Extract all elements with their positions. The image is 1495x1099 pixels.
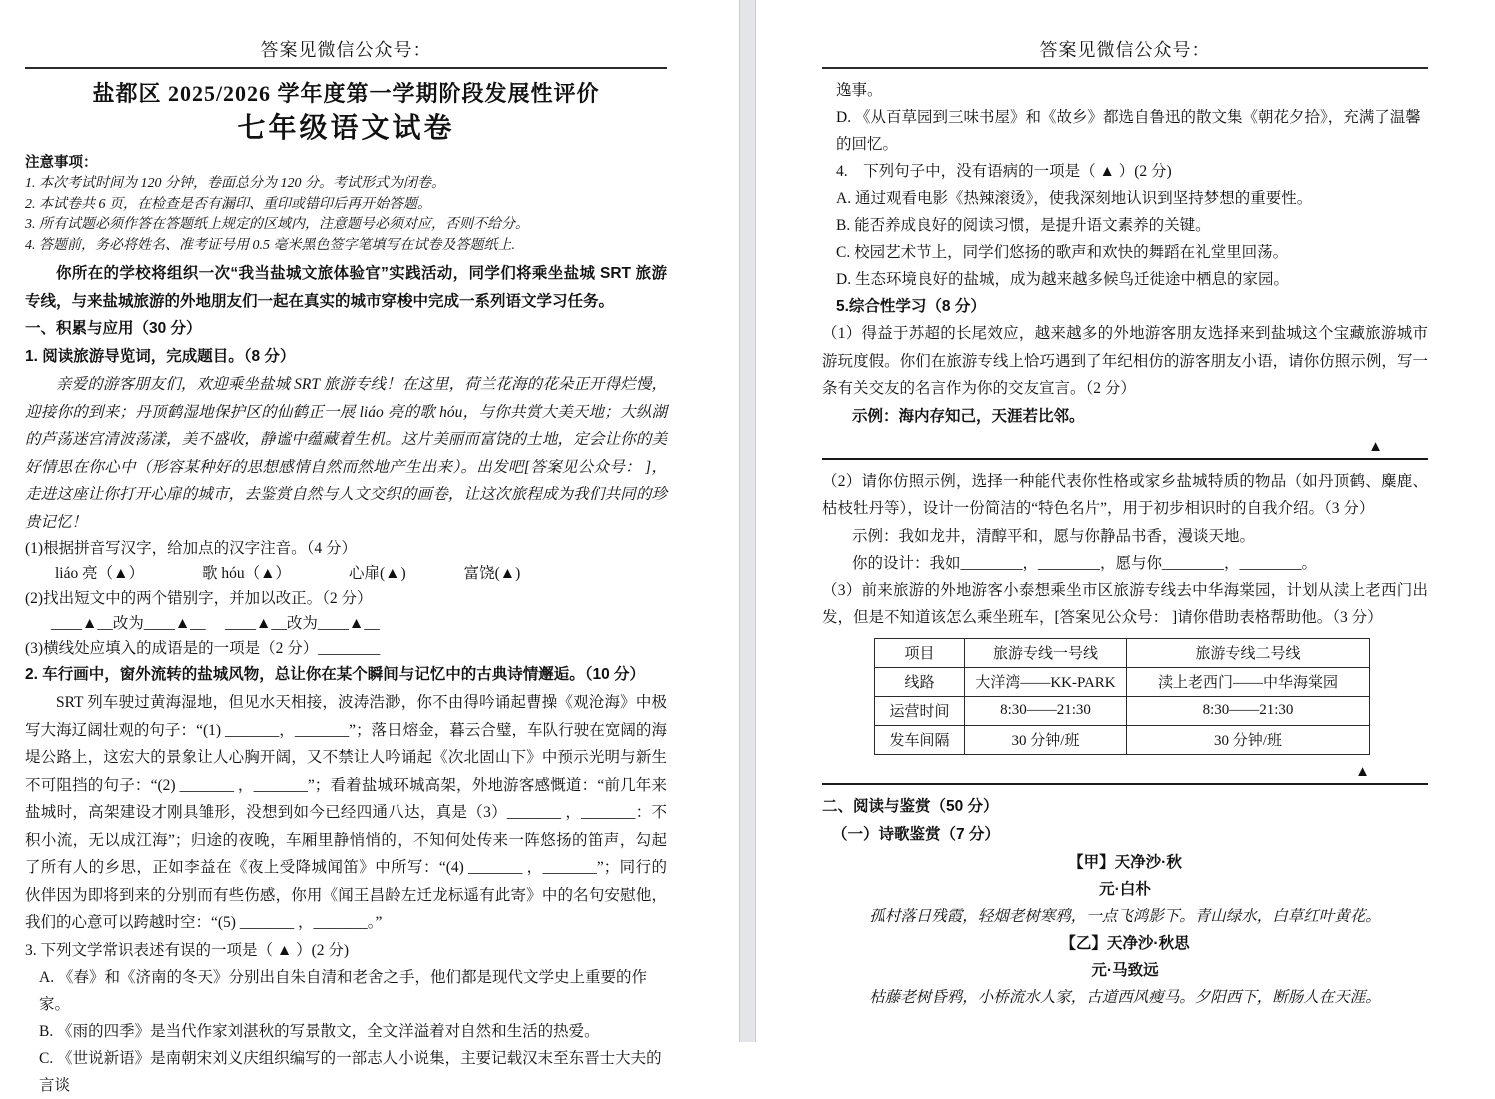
question-5-part2-design: 你的设计：我如________，________，愿与你________，________。 <box>852 554 1318 572</box>
question-5-part3: （3）前来旅游的外地游客小泰想乘坐市区旅游专线去中华海棠园，计划从渎上老西门出发，但是不知道该怎么乘坐班车，[答案见公众号： ]请你借助表格帮助他。（3 分） <box>822 581 1428 626</box>
table-row <box>875 667 1370 696</box>
question-1-sub3: (3)横线处应填入的成语是的一项是（2 分）________ <box>25 640 381 657</box>
intro-paragraph: 你所在的学校将组织一次“我当盐城文旅体验官”实践活动，同学们将乘坐盐城 SRT 旅游专线，与来盐城旅游的外地朋友们一起在真实的城市穿梭中完成一系列语文学习任务。 <box>25 265 667 310</box>
table-row <box>875 696 1370 725</box>
notice-item: 4. 答题前，务必将姓名、准考证号用 0.5 毫米黑色签字笔填写在试卷及答题纸上. <box>25 237 515 253</box>
pinyin-item: liáo 亮（▲） <box>55 565 144 582</box>
page-left <box>0 0 739 1094</box>
poem-jia-title: 【甲】天净沙·秋 <box>1068 853 1182 871</box>
table-cell: 渎上老西门——中华海棠园 <box>1127 667 1370 696</box>
paper-title: 七年级语文试卷 <box>237 112 455 143</box>
question-4-option-b: B. 能否养成良好的阅读习惯，是提升语文素养的关键。 <box>836 217 1211 234</box>
question-4-heading: 4. 下列句子中，没有语病的一项是（ ▲ ）(2 分) <box>836 163 1172 180</box>
question-3-option-c: C. 《世说新语》是南朝宋刘义庆组织编写的一部志人小说集，主要记载汉末至东晋士大夫的言谈 <box>39 1049 662 1094</box>
notice-item: 2. 本试卷共 6 页，在检查是否有漏印、重印或错印后再开始答题。 <box>25 196 431 212</box>
answer-blank-line <box>822 436 1428 460</box>
table-cell: 8:30——21:30 <box>965 696 1127 725</box>
table-cell: 旅游专线一号线 <box>965 638 1127 667</box>
table-cell: 8:30——21:30 <box>1127 696 1370 725</box>
notice-item: 3. 所有试题必须作答在答题纸上规定的区域内，注意题号必须对应，否则不给分。 <box>25 217 529 232</box>
notice-item: 1. 本次考试时间为 120 分钟，卷面总分为 120 分。考试形式为闭卷。 <box>25 176 445 191</box>
poem-jia-author: 元·白朴 <box>1099 880 1151 898</box>
notice-heading: 注意事项： <box>25 155 98 171</box>
table-cell: 30 分钟/班 <box>1127 725 1370 754</box>
question-5-part1-example: 示例：海内存知己，天涯若比邻。 <box>852 407 1085 425</box>
poem-yi-text: 枯藤老树昏鸦，小桥流水人家，古道西风瘦马。夕阳西下，断肠人在天涯。 <box>869 988 1381 1006</box>
question-2-passage: SRT 列车驶过黄海湿地，但见水天相接，波涛浩渺，你不由得吟诵起曹操《观沧海》中极写大海辽阔壮观的句子：“(1) _______，_______”；落日熔金，暮云合璧，车队行驶在宽阔的海堤公路上，这宏大的景象让人心胸开阔，又不禁让人吟诵起《次北固山下》中预示光明与新生不可阻挡的句子：“(2) _______ ，_______”；看着盐城环城高架，外地游客感慨道：“前几年来盐城时，高架建设才刚具雏形，没想到如今已经四通八达，真是（3）_______ ，_______：不积小流，无以成江海”；归途的夜晚，车厢里静悄悄的，不知何处传来一阵悠扬的笛声，勾起了所有人的乡思，正如李益在《夜上受降城闻笛》中所写：“(4) _______ ，_______”；同行的伙伴因为即将到来的分别而有些伤感，你用《闻王昌龄左迁龙标遥有此寄》中的名句安慰他，我们的心意可以跨越时空：“(5) _______ ，_______。” <box>25 694 667 931</box>
question-5-part2: （2）请你仿照示例，选择一种能代表你性格或家乡盐城特质的物品（如丹顶鹤、麋鹿、枯枝牡丹等），设计一份简洁的“特色名片”，用于初步相识时的自我介绍。（3 分） <box>822 472 1428 517</box>
correction-blanks-row: ____▲__改为____▲__ ____▲__改为____▲__ <box>51 615 380 632</box>
question-3-continuation: 逸事。 <box>836 82 883 99</box>
table-cell: 大洋湾——KK-PARK <box>965 667 1127 696</box>
page-right <box>756 0 1495 1042</box>
notice-list <box>25 174 667 256</box>
question-1-heading: 1. 阅读旅游导览词，完成题目。（8 分） <box>25 348 296 365</box>
table-cell: 发车间隔 <box>875 725 965 754</box>
poem-yi-author: 元·马致远 <box>1091 961 1159 979</box>
section2-sub-heading: （一）诗歌鉴赏（7 分） <box>832 825 1000 843</box>
question-2-heading: 2. 车行画中，窗外流转的盐城风物，总让你在某个瞬间与记忆中的古典诗情邂逅。（10 分） <box>25 666 646 683</box>
question-1-passage: 亲爱的游客朋友们，欢迎乘坐盐城 SRT 旅游专线！在这里，荷兰花海的花朵正开得烂慢，迎接你的到来；丹顶鹤湿地保护区的仙鹤正一展 liáo 亮的歌 hóu，与你共赏大美天地；大纵湖的芦荡迷宫清波荡漾，美不盛收，静谧中蕴藏着生机。这片美丽而富饶的土地，定会让你的美好情思在你心中（形容某种好的思想感情自然而然地产生出来）。出发吧[答案见公众号： ]，走进这座让你打开心扉的城市，去鉴赏自然与人文交织的画卷，让这次旅程成为我们共同的珍贵记忆！ <box>25 376 667 531</box>
exam-title: 盐都区 2025/2026 学年度第一学期阶段发展性评价 <box>92 81 600 106</box>
section1-heading: 一、积累与应用（30 分） <box>25 320 202 337</box>
section2-heading: 二、阅读与鉴赏（50 分） <box>822 797 999 815</box>
table-cell: 30 分钟/班 <box>965 725 1127 754</box>
question-4-option-d: D. 生态环境良好的盐城，成为越来越多候鸟迁徙途中栖息的家园。 <box>836 271 1289 288</box>
poem-jia-text: 孤村落日残霞，轻烟老树寒鸦，一点飞鸿影下。青山绿水，白草红叶黄花。 <box>869 907 1381 925</box>
table-cell: 运营时间 <box>875 696 965 725</box>
answer-blank-line <box>822 761 1428 785</box>
pinyin-item: 歌 hóu（▲） <box>201 565 291 582</box>
table-cell: 项目 <box>875 638 965 667</box>
bus-route-table <box>874 638 1370 755</box>
question-3-option-b: B. 《雨的四季》是当代作家刘湛秋的写景散文，全文洋溢着对自然和生活的热爱。 <box>39 1022 600 1040</box>
table-row <box>875 638 1370 667</box>
question-5-heading: 5.综合性学习（8 分） <box>836 298 986 315</box>
poem-yi-title: 【乙】天净沙·秋思 <box>1060 934 1190 952</box>
answer-mark-triangle: ▲ <box>1368 438 1383 455</box>
question-4-option-c: C. 校园艺术节上，同学们悠扬的歌声和欢快的舞蹈在礼堂里回荡。 <box>836 244 1289 261</box>
table-cell: 旅游专线二号线 <box>1127 638 1370 667</box>
question-3-heading: 3. 下列文学常识表述有误的一项是（ ▲ ）(2 分) <box>25 941 350 959</box>
answer-mark-triangle: ▲ <box>1355 763 1370 780</box>
page-gutter <box>739 0 756 1042</box>
question-5-part2-example: 示例：我如龙井，清醇平和，愿与你静品书香，漫谈天地。 <box>852 527 1256 545</box>
pinyin-item: 富饶(▲) <box>463 565 521 582</box>
question-4-option-a: A. 通过观看电影《热辣滚烫》，使我深刻地认识到坚持梦想的重要性。 <box>836 190 1313 207</box>
question-5-part1: （1）得益于苏超的长尾效应，越来越多的外地游客朋友选择来到盐城这个宝藏旅游城市游玩度假。你们在旅游专线上恰巧遇到了年纪相仿的游客朋友小语，请你仿照示例，写一条有关交友的名言作为你的交友宣言。（2 分） <box>822 325 1428 397</box>
question-1-sub2: (2)找出短文中的两个错别字，并加以改正。（2 分） <box>25 590 373 607</box>
table-row <box>875 725 1370 754</box>
question-3-option-a: A. 《春》和《济南的冬天》分别出自朱自清和老舍之手，他们都是现代文学史上重要的作家。 <box>39 968 647 1013</box>
question-1-sub1: (1)根据拼音写汉字，给加点的汉字注音。（4 分） <box>25 540 357 557</box>
pinyin-item: 心扉(▲) <box>348 565 406 582</box>
answer-notice-left: 答案见微信公众号： <box>25 0 667 69</box>
question-3-option-d: D. 《从百草园到三味书屋》和《故乡》都选自鲁迅的散文集《朝花夕拾》，充满了温馨的回忆。 <box>836 109 1421 153</box>
answer-notice-right: 答案见微信公众号： <box>822 0 1428 69</box>
pinyin-answer-row <box>25 561 667 586</box>
table-cell: 线路 <box>875 667 965 696</box>
